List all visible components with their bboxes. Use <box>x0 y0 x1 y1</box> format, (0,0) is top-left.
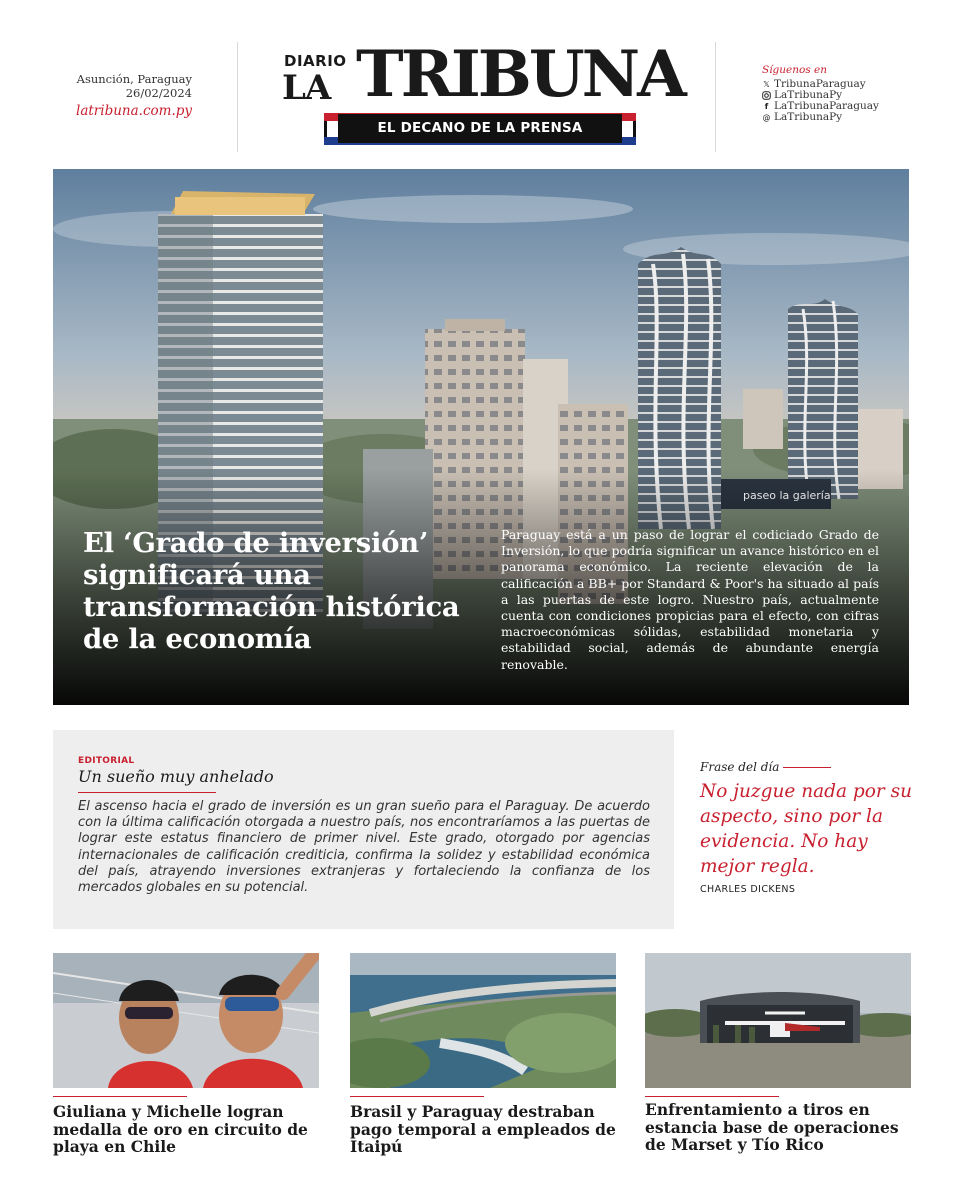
instagram-icon <box>762 91 771 100</box>
card-image-itaipu[interactable] <box>350 953 616 1088</box>
card-title-hangar[interactable]: Enfrentamiento a tiros en estancia base de operaciones de Marset y Tío Rico <box>645 1100 899 1154</box>
quote-text: No juzgue nada por su aspecto, sino por la evidencia. No hay mejor regla. <box>700 781 913 877</box>
masthead-dateline <box>60 72 192 119</box>
beach-volleyball-players-photo <box>53 953 319 1088</box>
airplane-hangar-estancia-photo <box>645 953 911 1088</box>
threads-icon: @ <box>762 113 771 122</box>
card-image-hangar[interactable] <box>645 953 911 1088</box>
masthead-divider-right <box>715 42 716 152</box>
newspaper-logo[interactable] <box>282 37 684 165</box>
website-link[interactable]: latribuna.com.py <box>76 103 192 119</box>
quote-of-the-day <box>700 760 920 895</box>
card-image-volleyball[interactable] <box>53 953 319 1088</box>
editorial-body: El ascenso hacia el grado de inversión es un gran sueño para el Paraguay. De acuerdo con la última calificación otorgada a nuestro país, nos encontraríamos a las puertas de lograr este estatus financiero de primer nivel. Este grado, otorgado por agencias internacionales de calificación crediticia, confirma la solidez y estabilidad económica del país, atrayendo inversiones extranjeras y fortaleciendo la confianza de los mercados globales en su potencial. <box>78 799 650 896</box>
logo-slogan: EL DECANO DE LA PRENSA NACIONAL <box>338 114 622 143</box>
card-title-itaipu[interactable]: Brasil y Paraguay destraban pago temporal a empleados de Itaipú <box>350 1102 616 1156</box>
social-link-threads[interactable] <box>762 112 879 123</box>
editorial-title[interactable]: Un sueño muy anhelado <box>78 767 274 786</box>
card-rule <box>350 1096 484 1097</box>
social-handle: TribunaParaguay <box>774 78 866 90</box>
card-rule <box>645 1096 779 1097</box>
editorial-rule <box>78 792 216 793</box>
logo-la: LA <box>282 68 331 108</box>
social-handle: LaTribunaPy <box>774 111 843 123</box>
quote-label: Frase del día <box>700 760 920 774</box>
facebook-icon: f <box>764 102 769 111</box>
hero-article[interactable] <box>53 169 909 705</box>
logo-diario: DIARIO <box>284 52 347 70</box>
dateline-date: 26/02/2024 <box>125 86 192 100</box>
hero-summary: Paraguay está a un paso de lograr el codiciado Grado de Inversión, lo que podría significar un avance histórico en el panorama económico. La reciente elevación de la calificación a BB+ por Standard & Poor's ha situado al país a las puertas de este logro. Nuestro país, actualmente cuenta con condiciones propicias para el efecto, con cifras macroeconómicas sólidas, estabilidad monetaria y estabilidad social, además de abundante energía renovable. <box>501 527 879 672</box>
follow-label: Síguenos en <box>762 64 828 76</box>
card-title-volleyball[interactable]: Giuliana y Michelle logran medalla de oro en circuito de playa en Chile <box>53 1102 308 1156</box>
itaipu-dam-aerial-photo <box>350 953 616 1088</box>
social-handle: LaTribunaParaguay <box>774 100 879 112</box>
hero-headline[interactable]: El ‘Grado de inversión’ significará una transformación histórica de la economía <box>83 527 460 655</box>
x-icon: 𝕏 <box>763 80 770 89</box>
card-rule <box>53 1096 187 1097</box>
quote-author: CHARLES DICKENS <box>700 884 796 895</box>
editorial-box[interactable] <box>53 730 674 929</box>
flag-band <box>324 113 636 165</box>
dateline-city: Asunción, Paraguay <box>76 72 192 86</box>
social-links <box>762 64 879 123</box>
masthead-divider-left <box>237 42 238 152</box>
logo-tribuna: TRIBUNA <box>356 37 684 112</box>
editorial-kicker: EDITORIAL <box>78 756 135 766</box>
social-handle: LaTribunaPy <box>774 89 843 101</box>
